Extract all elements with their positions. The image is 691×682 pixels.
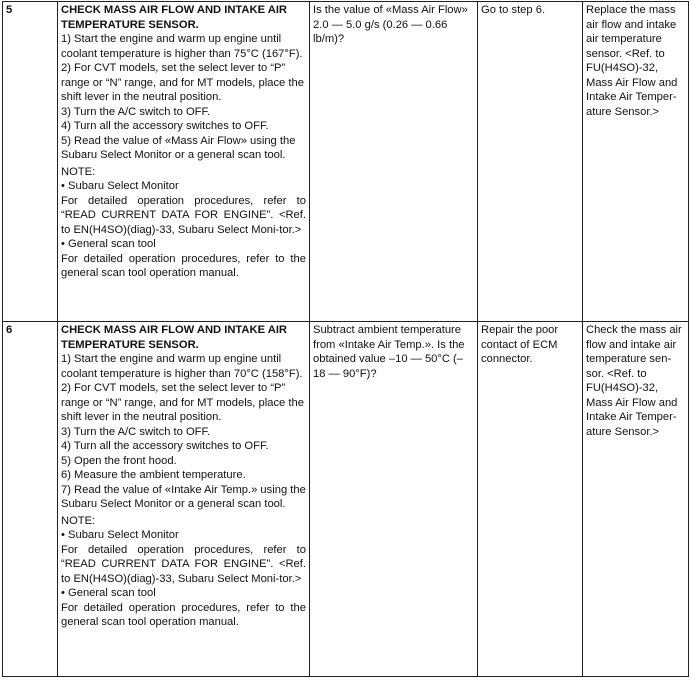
- check-question: Subtract ambient temperature from «Intake Air Temp.». Is the obtained value –10 — 50°C (–18 — 90°F)?: [310, 322, 478, 677]
- check-cell: [58, 2, 310, 322]
- table-row: [3, 322, 689, 677]
- procedure-step: 4) Turn all the accessory switches to OFF.: [61, 440, 269, 452]
- table-row: [3, 2, 689, 322]
- procedure-step: 1) Start the engine and warm up engine until coolant temperature is higher than 75°C (167°F).: [61, 33, 303, 60]
- yes-action: Repair the poor contact of ECM connector.: [478, 322, 583, 677]
- note-label: NOTE:: [61, 165, 96, 178]
- note-label: NOTE:: [61, 514, 96, 527]
- procedure-step: 6) Measure the ambient temperature.: [61, 469, 246, 481]
- note-bullet-label: • Subaru Select Monitor: [61, 528, 306, 543]
- note-text: For detailed operation procedures, refer to “READ CURRENT DATA FOR ENGINE”. <Ref. to EN(H4SO)(diag)-33, Subaru Select Moni-tor.>: [61, 194, 306, 236]
- note-bullet-label: • General scan tool: [61, 237, 306, 252]
- check-title: CHECK MASS AIR FLOW AND INTAKE AIR TEMPERATURE SENSOR.: [61, 4, 288, 31]
- note-text: For detailed operation procedures, refer to the general scan tool operation manual.: [61, 601, 306, 628]
- check-cell: [58, 322, 310, 677]
- procedure-step: 4) Turn all the accessory switches to OFF.: [61, 120, 269, 132]
- procedure-step: 5) Open the front hood.: [61, 454, 177, 467]
- yes-action: Go to step 6.: [478, 2, 583, 322]
- procedure-step: 3) Turn the A/C switch to OFF.: [61, 105, 211, 118]
- check-title: CHECK MASS AIR FLOW AND INTAKE AIR TEMPERATURE SENSOR.: [61, 324, 288, 351]
- diagnostic-table: [2, 1, 689, 677]
- procedure-step: 7) Read the value of «Intake Air Temp.» using the Subaru Select Monitor or a general scan tool.: [61, 483, 306, 510]
- note-block: [61, 514, 306, 630]
- procedure-step: 2) For CVT models, set the select lever to “P” range or “N” range, and for MT models, place the shift lever in the neutral position.: [61, 62, 304, 103]
- no-action: Replace the mass air flow and intake air temperature sensor. <Ref. to FU(H4SO)-32, Mass Air Flow and Intake Air Temper-ature Sensor.>: [583, 2, 689, 322]
- step-number: 6: [3, 322, 58, 677]
- note-bullet-label: • Subaru Select Monitor: [61, 179, 306, 194]
- note-text: For detailed operation procedures, refer to “READ CURRENT DATA FOR ENGINE”. <Ref. to EN(H4SO)(diag)-33, Subaru Select Moni-tor.>: [61, 543, 306, 585]
- procedure-step: 2) For CVT models, set the select lever to “P” range or “N” range, and for MT models, place the shift lever in the neutral position.: [61, 382, 304, 423]
- step-number: 5: [3, 2, 58, 322]
- no-action: Check the mass air flow and intake air temperature sen-sor. <Ref. to FU(H4SO)-32, Mass Air Flow and Intake Air Temper-ature Sensor.>: [583, 322, 689, 677]
- procedure-step: 1) Start the engine and warm up engine until coolant temperature is higher than 70°C (158°F).: [61, 353, 303, 380]
- procedure-step: 5) Read the value of «Mass Air Flow» using the Subaru Select Monitor or a general scan tool.: [61, 134, 296, 161]
- check-question: Is the value of «Mass Air Flow» 2.0 — 5.0 g/s (0.26 — 0.66 lb/m)?: [310, 2, 478, 322]
- note-text: For detailed operation procedures, refer to the general scan tool operation manual.: [61, 252, 306, 279]
- procedure-step: 3) Turn the A/C switch to OFF.: [61, 425, 211, 438]
- note-block: [61, 165, 306, 281]
- note-bullet-label: • General scan tool: [61, 586, 306, 601]
